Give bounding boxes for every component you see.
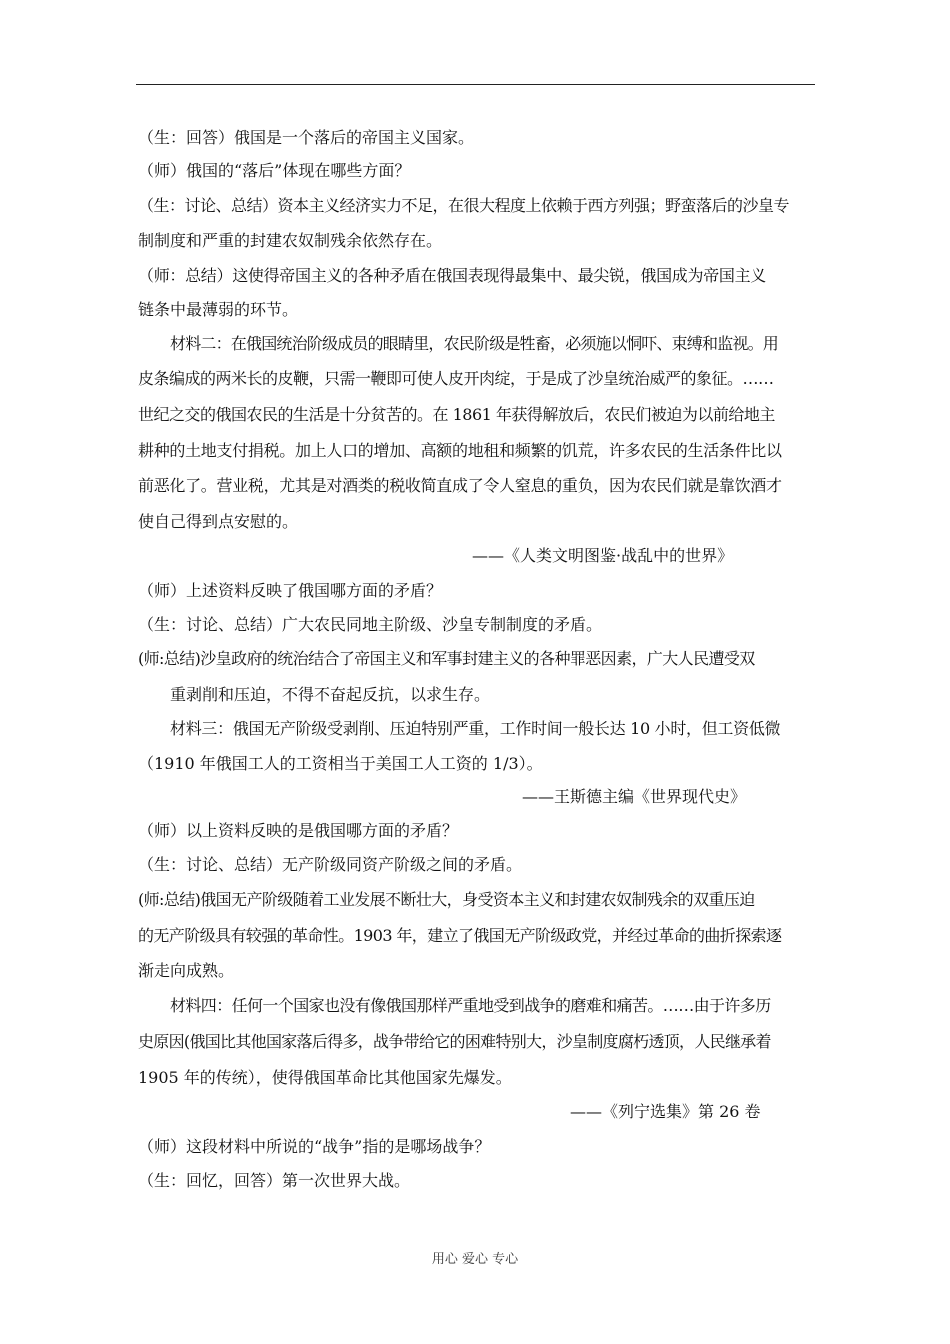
text-line: （师）上述资料反映了俄国哪方面的矛盾？ <box>138 581 443 600</box>
source-citation: ——《列宁选集》第 26 卷 <box>570 1102 761 1121</box>
text-line: 皮条编成的两米长的皮鞭，只需一鞭即可使人皮开肉绽，于是成了沙皇统治威严的象征。…… <box>138 369 774 388</box>
header-rule <box>136 84 815 85</box>
text-line: 材料二：在俄国统治阶级成员的眼睛里，农民阶级是牲畜，必须施以恫吓、束缚和监视。用 <box>170 334 779 353</box>
text-line: 的无产阶级具有较强的革命性。1903 年，建立了俄国无产阶级政党，并经过革命的曲折探索逐 <box>138 926 782 945</box>
text-line: 前恶化了。营业税，尤其是对酒类的税收简直成了令人窒息的重负，因为农民们就是靠饮酒才 <box>138 476 782 495</box>
text-line: （生：回忆，回答）第一次世界大战。 <box>138 1171 411 1190</box>
text-line: （1910 年俄国工人的工资相当于美国工人工资的 1/3）。 <box>138 754 543 773</box>
text-line: （师：总结）这使得帝国主义的各种矛盾在俄国表现得最集中、最尖锐，俄国成为帝国主义 <box>138 266 767 285</box>
text-line: （师）以上资料反映的是俄国哪方面的矛盾？ <box>138 821 459 840</box>
text-line: （师）俄国的“落后”体现在哪些方面？ <box>138 161 411 180</box>
source-citation: ——王斯德主编《世界现代史》 <box>522 787 747 806</box>
text-line: (师:总结)俄国无产阶级随着工业发展不断壮大，身受资本主义和封建农奴制残余的双重压迫 <box>138 890 755 909</box>
text-line: 1905 年的传统），使得俄国革命比其他国家先爆发。 <box>138 1068 512 1087</box>
text-line: 链条中最薄弱的环节。 <box>138 300 299 319</box>
text-line: （生：讨论、总结）资本主义经济实力不足，在很大程度上依赖于西方列强；野蛮落后的沙皇专 <box>138 196 790 215</box>
text-line: 制制度和严重的封建农奴制残余依然存在。 <box>138 231 443 250</box>
text-line: （生：讨论、总结）无产阶级同资产阶级之间的矛盾。 <box>138 855 523 874</box>
page-footer: 用心 爱心 专心 <box>431 1252 519 1267</box>
text-line: 材料三：俄国无产阶级受剥削、压迫特别严重，工作时间一般长达 10 小时，但工资低微 <box>170 719 781 738</box>
text-line: 渐走向成熟。 <box>138 961 235 980</box>
text-line: 史原因(俄国比其他国家落后得多，战争带给它的困难特别大，沙皇制度腐朽透顶，人民继承着 <box>138 1032 771 1051</box>
text-line: 耕种的土地支付捐税。加上人口的增加、高额的地租和频繁的饥荒，许多农民的生活条件比以 <box>138 441 782 460</box>
text-line: （生：讨论、总结）广大农民同地主阶级、沙皇专制制度的矛盾。 <box>138 615 603 634</box>
text-line: （生：回答）俄国是一个落后的帝国主义国家。 <box>138 128 475 147</box>
text-line: 材料四：任何一个国家也没有像俄国那样严重地受到战争的磨难和痛苦。……由于许多历 <box>170 996 771 1015</box>
text-line: （师）这段材料中所说的“战争”指的是哪场战争？ <box>138 1137 491 1156</box>
text-line: (师:总结)沙皇政府的统治结合了帝国主义和军事封建主义的各种罪恶因素，广大人民遭受双 <box>138 649 755 668</box>
text-line: 重剥削和压迫，不得不奋起反抗，以求生存。 <box>170 685 491 704</box>
text-line: 使自己得到点安慰的。 <box>138 512 299 531</box>
text-line: 世纪之交的俄国农民的生活是十分贫苦的。在 1861 年获得解放后，农民们被迫为以前给地主 <box>138 405 775 424</box>
source-citation: ——《人类文明图鉴·战乱中的世界》 <box>472 546 734 565</box>
